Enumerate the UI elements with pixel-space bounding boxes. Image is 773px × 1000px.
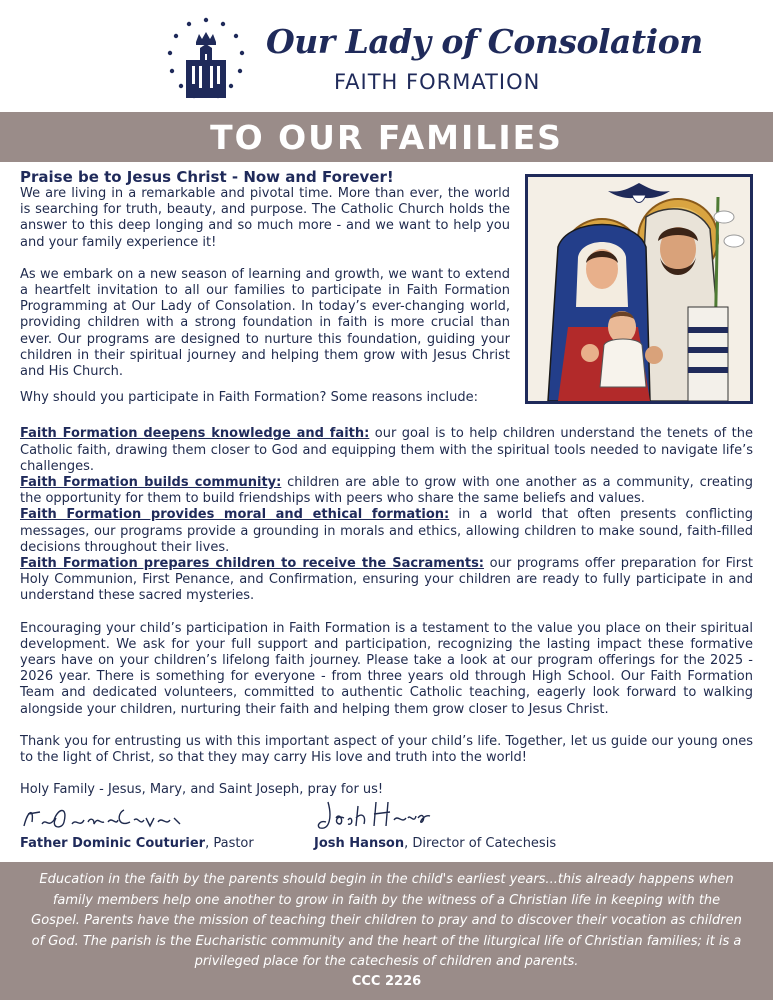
reason-heading: Faith Formation builds community:: [20, 475, 282, 491]
banner-title: TO OUR FAMILIES: [210, 117, 563, 157]
catechism-quote: Education in the faith by the parents should begin in the child's earliest years...this already happens when family members help one another to grow in faith by the witness of a Christian life in keeping with the Gospel. Parents have the mission of teaching their children to pray and to discover their vocation as children of God. The parish is the Eucharistic community and the heart of the liturgical life of Christian families; it is a privileged place for the catechesis of children and parents.: [31, 872, 742, 969]
closing-prayer: Holy Family - Jesus, Mary, and Saint Joseph, pray for us!: [20, 782, 384, 798]
director-signature: [314, 796, 434, 836]
pastor-name-line: [20, 836, 254, 851]
reason-item: [20, 426, 753, 475]
director-role: , Director of Catechesis: [404, 836, 557, 851]
pastor-name: Father Dominic Couturier: [20, 836, 206, 851]
reason-heading: Faith Formation deepens knowledge and faith:: [20, 426, 370, 442]
reason-item: [20, 475, 753, 507]
reason-text: in a world that often presents conflicting messages, our programs provide a grounding in morals and ethics, allowing children to make sound, faith-filled decisions throughout their lives.: [20, 507, 753, 555]
page-header: [0, 0, 773, 112]
reason-text: our goal is to help children understand the tenets of the Catholic faith, drawing them closer to God and equipping them with the spiritual tools needed to navigate life’s challenges.: [20, 426, 753, 474]
organization-title: Our Lady of Consolation: [266, 22, 703, 61]
parish-logo-icon: [158, 14, 254, 104]
organization-subtitle: FAITH FORMATION: [334, 70, 541, 94]
director-name: Josh Hanson: [314, 836, 405, 851]
reason-text: our programs offer preparation for First Holy Communion, First Penance, and Confirmation, ensuring your children are ready to fully participate in and understand these sacred mysteries.: [20, 556, 753, 604]
reason-text: children are able to grow with one another as a community, creating the opportunity for them to build friendships with peers who share the same beliefs and values.: [20, 475, 753, 507]
intro-paragraph-1: We are living in a remarkable and pivotal time. More than ever, the world is searching for truth, beauty, and purpose. The Catholic Church holds the answer to this deep longing and so much more - and we want to help you and your family experience it!: [20, 186, 510, 250]
reason-item: [20, 507, 753, 556]
letter-body: [20, 168, 753, 799]
reason-item: [20, 556, 753, 605]
intro-paragraph-3: Why should you participate in Faith Formation? Some reasons include:: [20, 390, 478, 406]
title-banner: [0, 112, 773, 162]
closing-paragraph-2: Thank you for entrusting us with this important aspect of your child’s life. Together, let us guide our young ones to the light of Christ, so that they may carry His love and truth into the world!: [20, 733, 753, 766]
closing-paragraph-1: Encouraging your child’s participation in Faith Formation is a testament to the value you place on their spiritual development. We ask for your full support and participation, recognizing the lasting impact these formative years have on your children’s lifelong faith journey. Please take a look at our program offerings for the 2025 - 2026 year. There is something for everyone - from three years old through High School. Our Faith Formation Team and dedicated volunteers, committed to authentic Catholic teaching, eagerly look forward to walking alongside your children, nurturing their faith and helping them grow closer to Jesus Christ.: [20, 620, 753, 717]
greeting-headline: Praise be to Jesus Christ - Now and Forever!: [20, 168, 394, 186]
reason-heading: Faith Formation prepares children to receive the Sacraments:: [20, 556, 485, 572]
catechism-citation: CCC 2226: [351, 973, 422, 989]
pastor-role: , Pastor: [205, 836, 254, 851]
director-name-line: [314, 836, 556, 851]
catechism-quote-footer: [0, 862, 773, 1000]
intro-paragraph-2: As we embark on a new season of learning and growth, we want to extend a heartfelt invitation to all our families to participate in Faith Formation Programming at Our Lady of Consolation. In today’s ever-changing world, providing children with a strong foundation in faith is more crucial than ever. Our programs are designed to nurture this foundation, guiding your children in their spiritual journey and helping them grow with Jesus Christ and His Church.: [20, 266, 510, 380]
reason-heading: Faith Formation provides moral and ethical formation:: [20, 507, 450, 523]
pastor-signature: [20, 800, 190, 834]
signature-block: [20, 796, 753, 856]
